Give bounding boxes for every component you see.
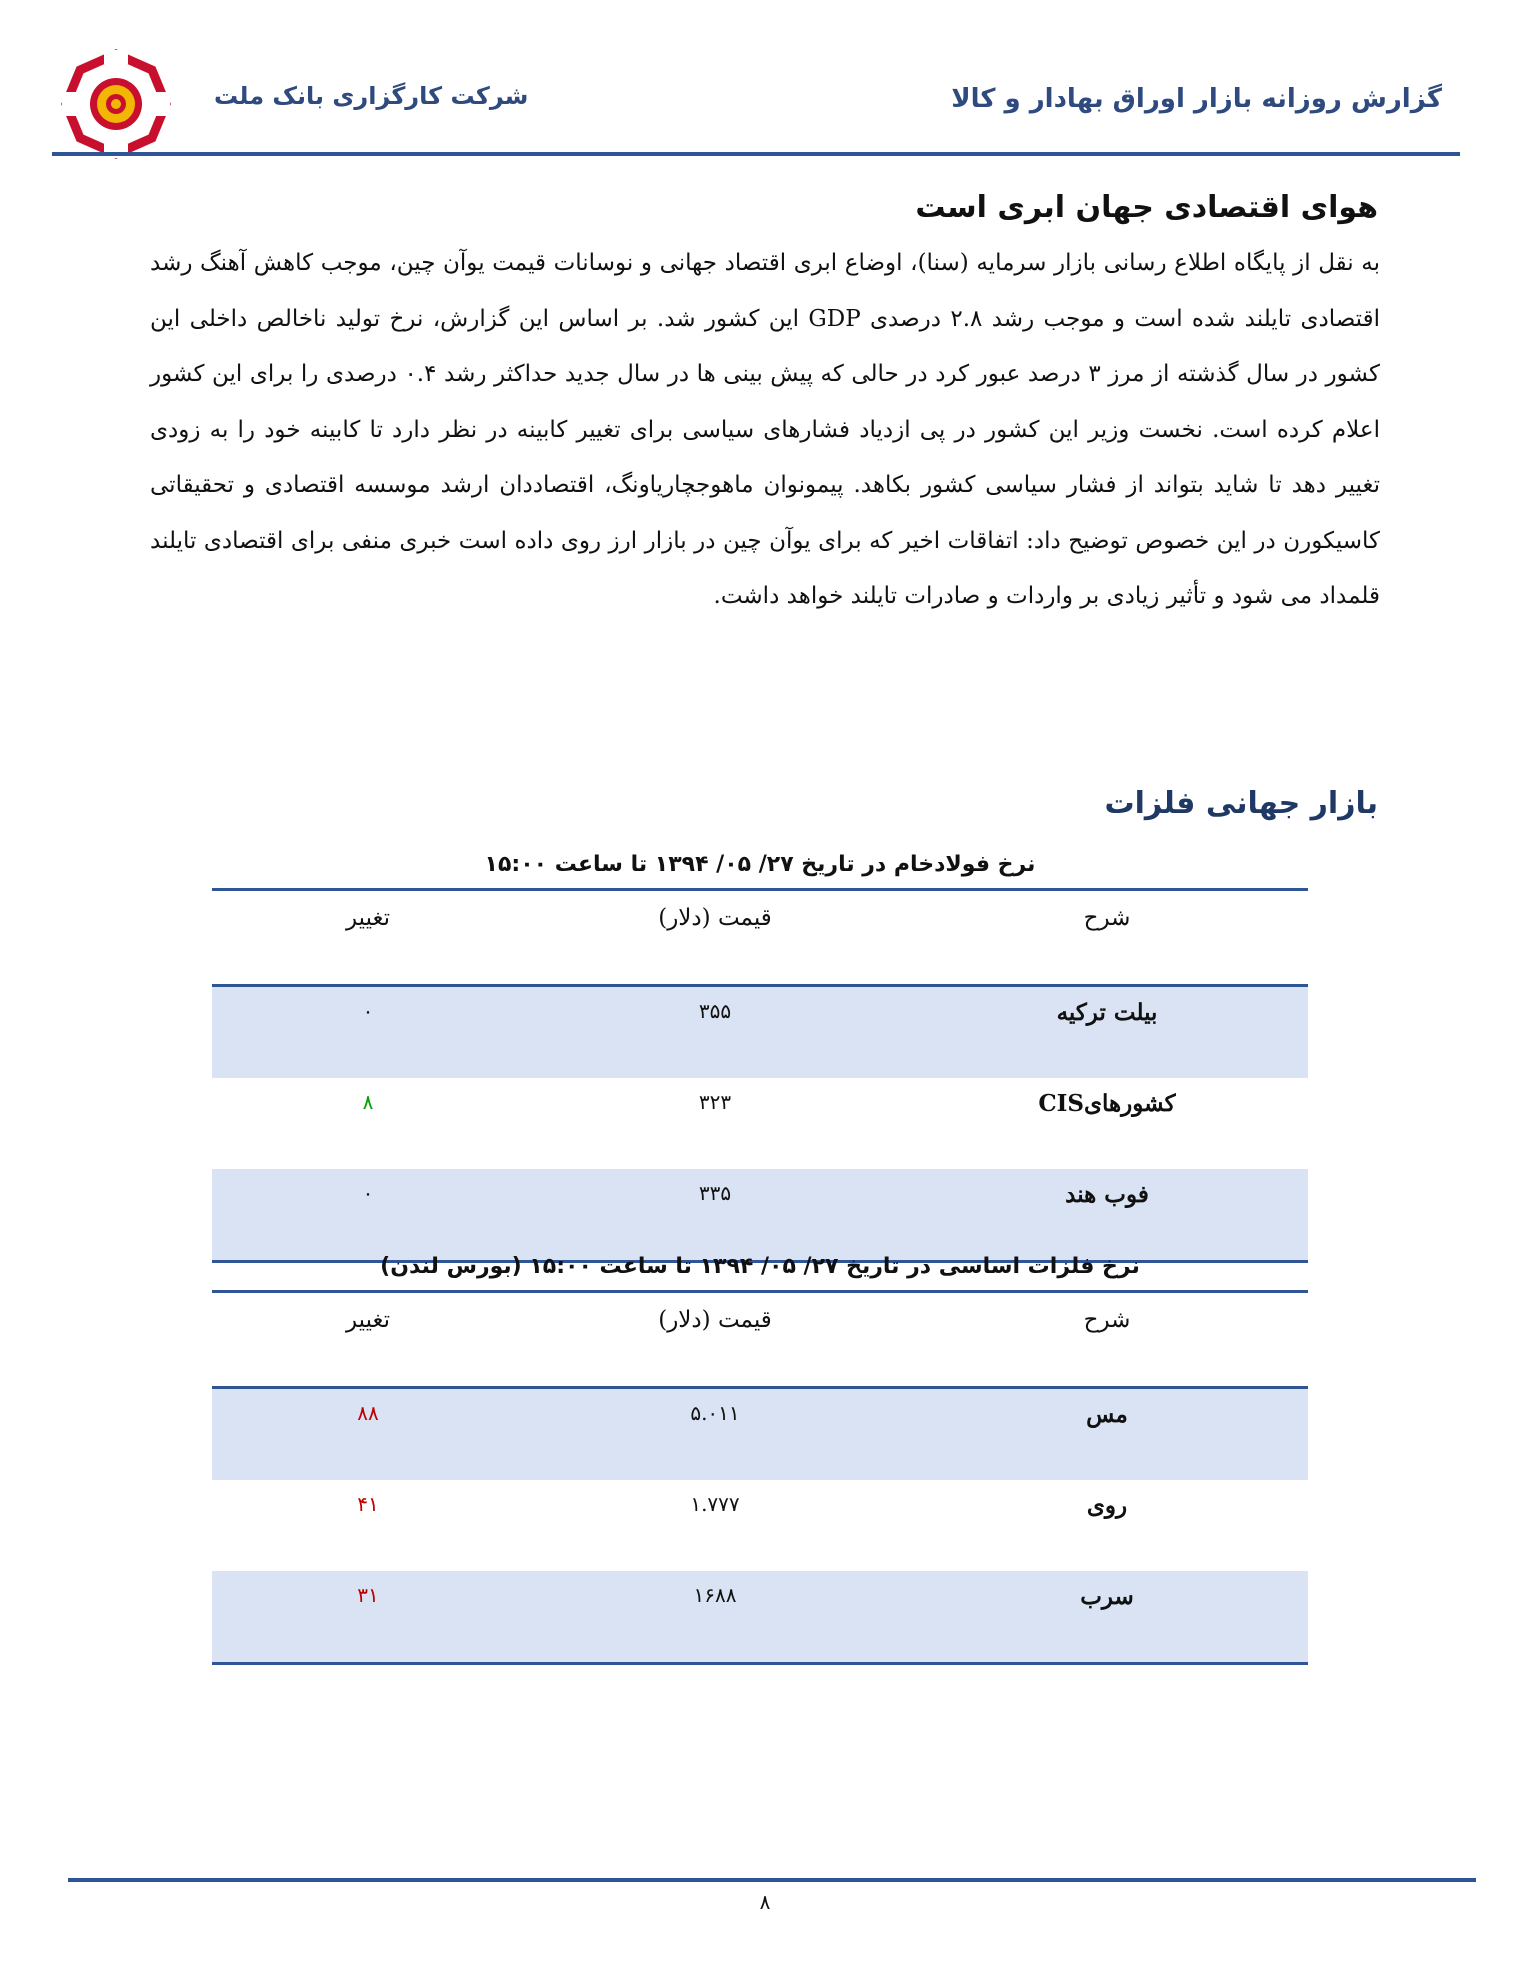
- row-price: ۳۳۵: [524, 1169, 906, 1262]
- column-header-price: قیمت (دلار): [658, 905, 772, 931]
- table1-caption: نرخ فولادخام در تاریخ ۲۷/ ۰۵/ ۱۳۹۴ تا ساعت ۱۵:۰۰: [484, 852, 1036, 877]
- table2-caption: نرخ فلزات اساسی در تاریخ ۲۷/ ۰۵/ ۱۳۹۴ تا ساعت ۱۵:۰۰ (بورس لندن): [380, 1254, 1140, 1279]
- row-price: ۱۶۸۸: [524, 1571, 906, 1664]
- row-price: ۵.۰۱۱: [524, 1388, 906, 1481]
- table-row: [212, 1571, 1308, 1664]
- column-header-price: قیمت (دلار): [658, 1307, 772, 1333]
- table-header-row: [212, 1292, 1308, 1388]
- header-divider: [52, 152, 1460, 156]
- row-change: ۰: [212, 1169, 524, 1262]
- steel-price-table: [212, 888, 1308, 1263]
- base-metals-table: [212, 1290, 1308, 1665]
- column-header-change: تغییر: [345, 905, 391, 931]
- row-change: ۴۱: [357, 1492, 379, 1516]
- table-row: [212, 1078, 1308, 1169]
- row-description: روی: [1086, 1492, 1128, 1519]
- table-row: [212, 1169, 1308, 1262]
- row-change: ۸۸: [212, 1388, 524, 1481]
- row-description: فوب هند: [906, 1169, 1308, 1262]
- page-number: ۸: [759, 1890, 771, 1914]
- column-header-description: شرح: [1083, 1307, 1131, 1333]
- row-price: ۱.۷۷۷: [690, 1492, 740, 1516]
- column-header-change: تغییر: [345, 1307, 391, 1333]
- row-change: ۸: [362, 1090, 374, 1114]
- table-row: [212, 1480, 1308, 1571]
- table-row: [212, 986, 1308, 1079]
- report-title: گزارش روزانه بازار اوراق بهادار و کالا: [951, 84, 1442, 114]
- company-name: شرکت کارگزاری بانک ملت: [214, 82, 529, 110]
- column-header-description: شرح: [1083, 905, 1131, 931]
- row-description: بیلت ترکیه: [906, 986, 1308, 1079]
- table-row: [212, 1388, 1308, 1481]
- row-price: ۳۲۳: [698, 1090, 732, 1114]
- row-description: کشورهایCIS: [1038, 1090, 1176, 1117]
- table-header-row: [212, 890, 1308, 986]
- row-description: مس: [906, 1388, 1308, 1481]
- article-title: هوای اقتصادی جهان ابری است: [915, 190, 1378, 225]
- row-description: سرب: [906, 1571, 1308, 1664]
- section-title: بازار جهانی فلزات: [1104, 786, 1378, 821]
- row-price: ۳۵۵: [524, 986, 906, 1079]
- row-change: ۳۱: [212, 1571, 524, 1664]
- article-body: به نقل از پایگاه اطلاع رسانی بازار سرمایه (سنا)، اوضاع ابری اقتصاد جهانی و نوسانات قیمت یوآن چین، موجب کاهش آهنگ رشد اقتصادی تایلند شده است و موجب رشد ۲.۸ درصدی GDP این کشور شد. بر اساس این گزارش، نرخ تولید ناخالص داخلی این کشور در سال گذشته از مرز ۳ درصد عبور کرد در حالی که پیش بینی ها در سال جدید حداکثر رشد ۰.۴ درصدی را برای این کشور اعلام کرده است. نخست وزیر این کشور در پی ازدیاد فشارهای سیاسی برای تغییر کابینه در نظر دارد تا کابینه خود را به زودی تغییر دهد تا شاید بتواند از فشار سیاسی کشور بکاهد. پیمونوان ماهوجچاریاونگ، اقتصاددان ارشد موسسه اقتصادی و تحقیقاتی کاسیکورن در این خصوص توضیح داد: اتفاقات اخیر که برای یوآن چین در بازار ارز روی داده است خبری منفی برای اقتصادی تایلند قلمداد می شود و تأثیر زیادی بر واردات و صادرات تایلند خواهد داشت.: [150, 250, 1381, 609]
- footer-divider: [68, 1878, 1476, 1882]
- row-change: ۰: [212, 986, 524, 1079]
- bank-mellat-logo-icon: [60, 48, 172, 160]
